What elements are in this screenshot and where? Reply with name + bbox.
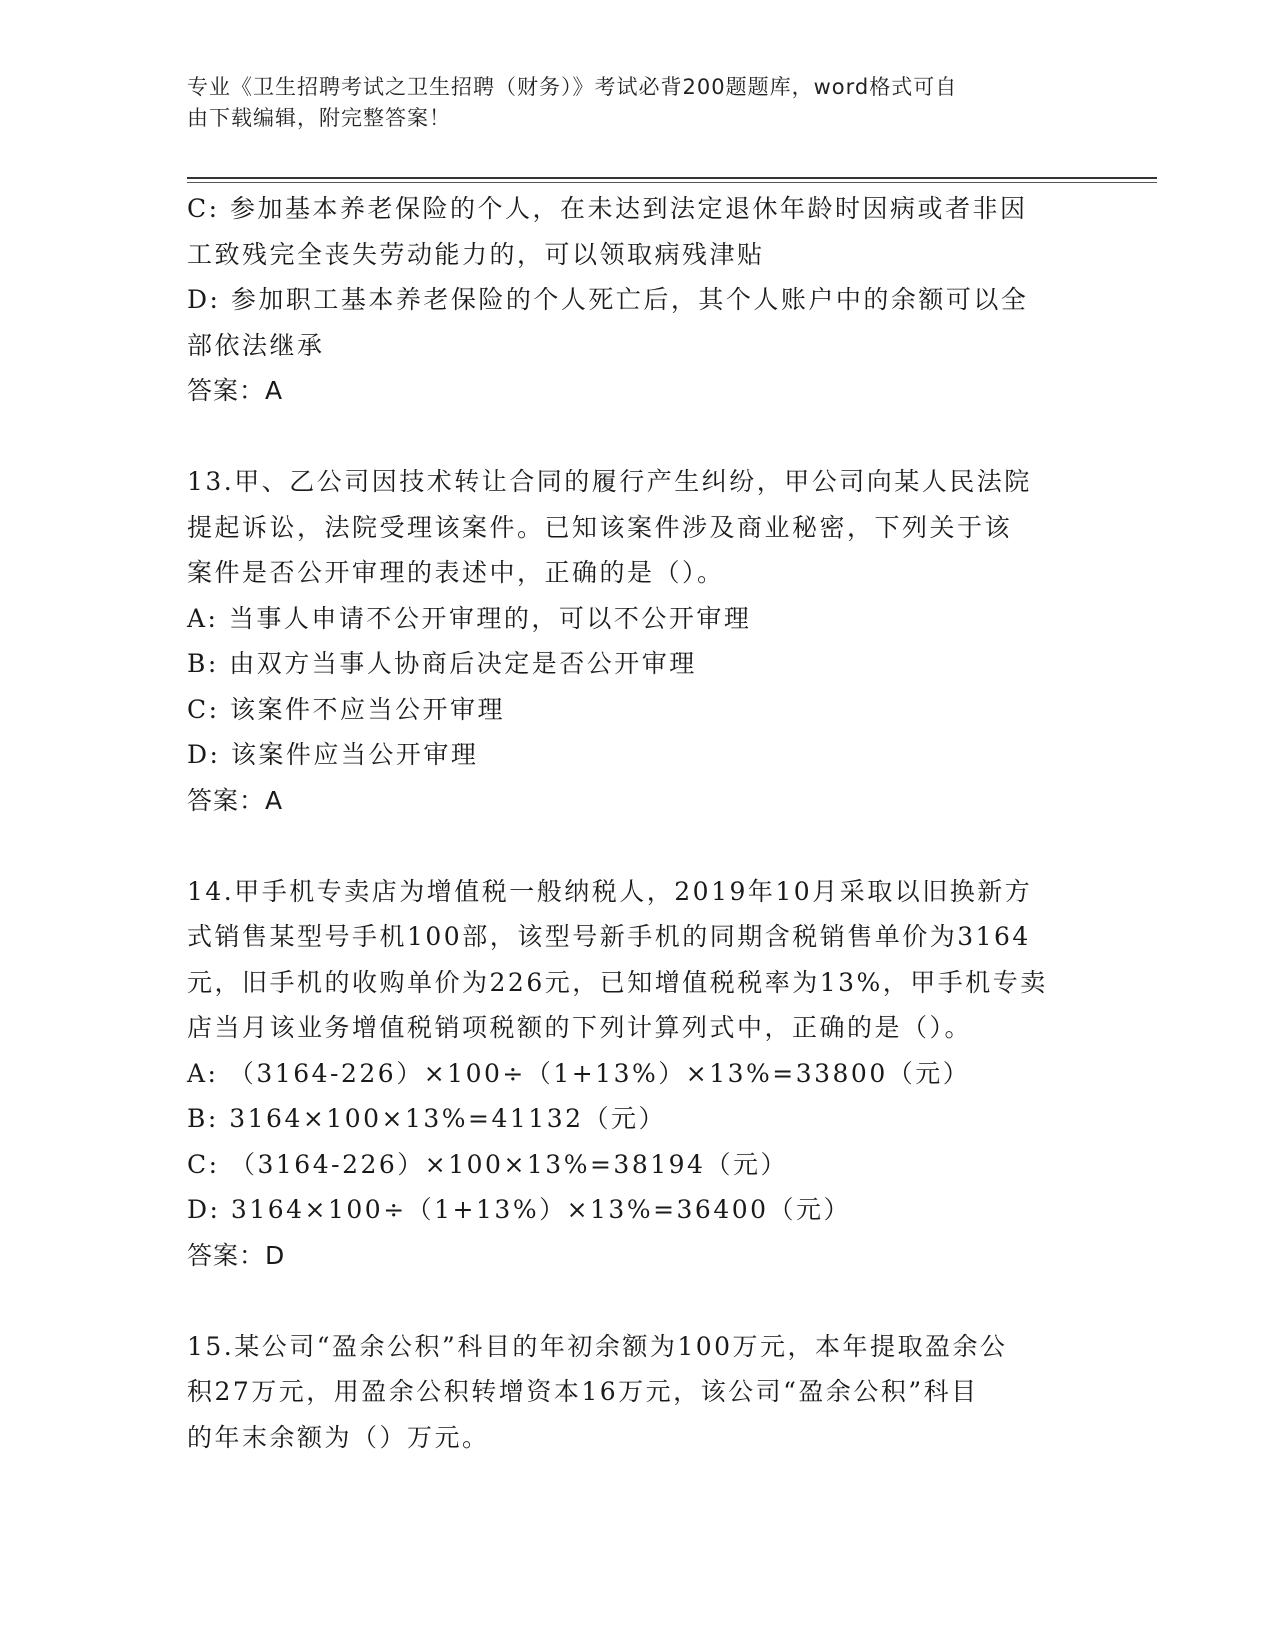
question-stem-line-3: 元，旧手机的收购单价为226元，已知增值税税率为13%，甲手机专卖 xyxy=(187,967,1048,997)
question-stem-line-3: 的年末余额为（）万元。 xyxy=(187,1422,490,1452)
question-13 xyxy=(187,459,1087,823)
header-divider-thin xyxy=(187,182,1157,183)
answer-label: 答案：D xyxy=(187,1240,286,1270)
question-12-continued xyxy=(187,186,1087,414)
option-d-line-2: 部依法继承 xyxy=(187,330,325,360)
option-d: D: 该案件应当公开审理 xyxy=(187,740,479,769)
spacer xyxy=(187,823,1087,869)
option-d: D: 3164×100÷（1+13%）×13%=36400（元） xyxy=(187,1195,852,1224)
option-c: C: （3164-226）×100×13%=38194（元） xyxy=(187,1149,788,1179)
question-stem-line-2: 式销售某型号手机100部，该型号新手机的同期含税销售单价为3164 xyxy=(187,922,1031,951)
option-b: B: 3164×100×13%=41132（元） xyxy=(187,1104,667,1133)
question-14 xyxy=(187,869,1087,1279)
question-stem-line-1: 15.某公司“盈余公积”科目的年初余额为100万元，本年提取盈余公 xyxy=(187,1331,1008,1361)
option-d-line-1: D: 参加职工基本养老保险的个人死亡后，其个人账户中的余额可以全 xyxy=(187,285,1029,314)
header-line-1: 专业《卫生招聘考试之卫生招聘（财务）》考试必背200题题库，word格式可自 xyxy=(187,75,958,99)
option-c-line-2: 工致残完全丧失劳动能力的，可以领取病残津贴 xyxy=(187,239,765,269)
option-a: A: 当事人申请不公开审理的，可以不公开审理 xyxy=(187,603,752,633)
answer-label: 答案：A xyxy=(187,785,284,815)
document-body xyxy=(187,186,1087,1460)
question-stem-line-4: 店当月该业务增值税销项税额的下列计算列式中，正确的是（）。 xyxy=(187,1013,973,1042)
option-a: A: （3164-226）×100÷（1+13%）×13%=33800（元） xyxy=(187,1058,971,1088)
spacer xyxy=(187,1278,1087,1324)
question-stem-line-1: 13.甲、乙公司因技术转让合同的履行产生纠纷，甲公司向某人民法院 xyxy=(187,467,1032,496)
question-stem-line-3: 案件是否公开审理的表述中，正确的是（）。 xyxy=(187,558,725,587)
header-divider-thick xyxy=(187,177,1157,179)
option-c: C: 该案件不应当公开审理 xyxy=(187,694,505,724)
document-header xyxy=(187,72,1067,134)
question-stem-line-1: 14.甲手机专卖店为增值税一般纳税人，2019年10月采取以旧换新方 xyxy=(187,876,1033,906)
option-b: B: 由双方当事人协商后决定是否公开审理 xyxy=(187,649,697,678)
question-15 xyxy=(187,1324,1087,1461)
spacer xyxy=(187,414,1087,460)
header-line-2: 由下载编辑，附完整答案！ xyxy=(187,106,451,130)
question-stem-line-2: 提起诉讼，法院受理该案件。已知该案件涉及商业秘密，下列关于该 xyxy=(187,512,1013,542)
answer-label: 答案：A xyxy=(187,376,284,405)
question-stem-line-2: 积27万元，用盈余公积转增资本16万元，该公司“盈余公积”科目 xyxy=(187,1377,979,1406)
option-c-line-1: C: 参加基本养老保险的个人，在未达到法定退休年龄时因病或者非因 xyxy=(187,194,1028,223)
